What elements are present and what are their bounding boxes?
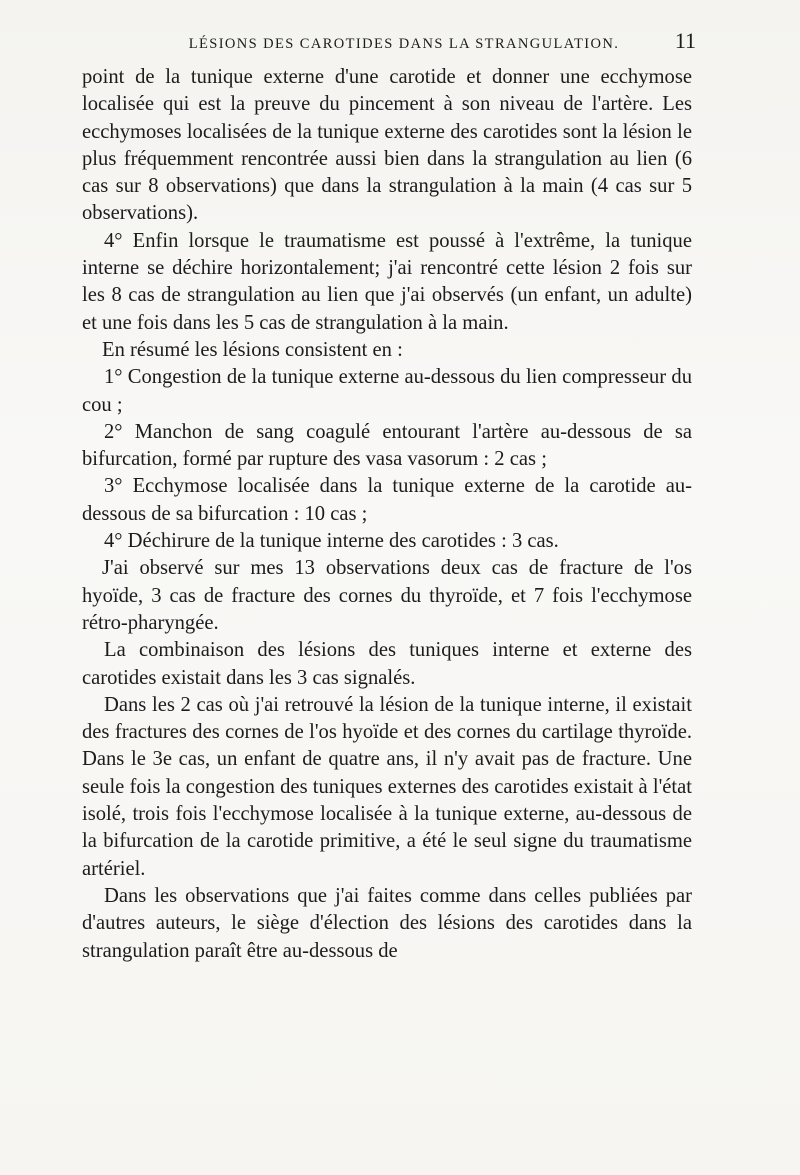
paragraph: point de la tunique externe d'une carotide et donner une ecchymose localisée qui est la preuve du pincement à son niveau de l'artère. Les ecchymoses localisées de la tunique externe des carotides sont la lésion le plus fréquemment rencontrée aussi bien dans la strangulation au lien (6 cas sur 8 observations) que dans la strangulation à la main (4 cas sur 5 observations). — [82, 66, 692, 225]
paragraph: La combinaison des lésions des tuniques interne et externe des carotides existait dans les 3 cas signalés. — [82, 639, 692, 689]
list-item: 2° Manchon de sang coagulé entourant l'artère au-dessous de sa bifurcation, formé par rupture des vasa vasorum : 2 cas ; — [82, 420, 692, 471]
body-text — [82, 64, 692, 965]
page-number: 11 — [674, 28, 696, 53]
paragraph: J'ai observé sur mes 13 observations deux cas de fracture de l'os hyoïde, 3 cas de fracture des cornes du thyroïde, et 7 fois l'ecchymose rétro-pharyngée. — [82, 557, 692, 634]
running-title: LÉSIONS DES CAROTIDES DANS LA STRANGULATION. — [188, 36, 620, 52]
list-item: 3° Ecchymose localisée dans la tunique externe de la carotide au-dessous de sa bifurcation : 10 cas ; — [82, 475, 692, 525]
paragraph: 4° Enfin lorsque le traumatisme est poussé à l'extrême, la tunique interne se déchire horizontalement; j'ai rencontré cette lésion 2 fois sur les 8 cas de strangulation au lien que j'ai observés (un enfant, un adulte) et une fois dans les 5 cas de strangulation à la main. — [82, 229, 692, 334]
paragraph: En résumé les lésions consistent en : — [102, 338, 403, 361]
paragraph: Dans les 2 cas où j'ai retrouvé la lésion de la tunique interne, il existait des fractures des cornes de l'os hyoïde et des cornes du cartilage thyroïde. Dans le 3e cas, un enfant de quatre ans, il n'y avait pas de fracture. Une seule fois la congestion des tuniques externes des carotides existait à l'état isolé, trois fois l'ecchymose localisée à la tunique externe, au-dessous de la bifurcation de la carotide primitive, a été le seul signe du traumatisme artériel. — [82, 693, 692, 880]
list-item: 4° Déchirure de la tunique interne des carotides : 3 cas. — [104, 530, 559, 553]
list-item: 1° Congestion de la tunique externe au-dessous du lien compresseur du cou ; — [82, 366, 692, 416]
running-header — [82, 24, 696, 64]
paragraph: Dans les observations que j'ai faites comme dans celles publiées par d'autres auteurs, le siège d'élection des lésions des carotides dans la strangulation paraît être au-dessous de — [82, 884, 692, 962]
